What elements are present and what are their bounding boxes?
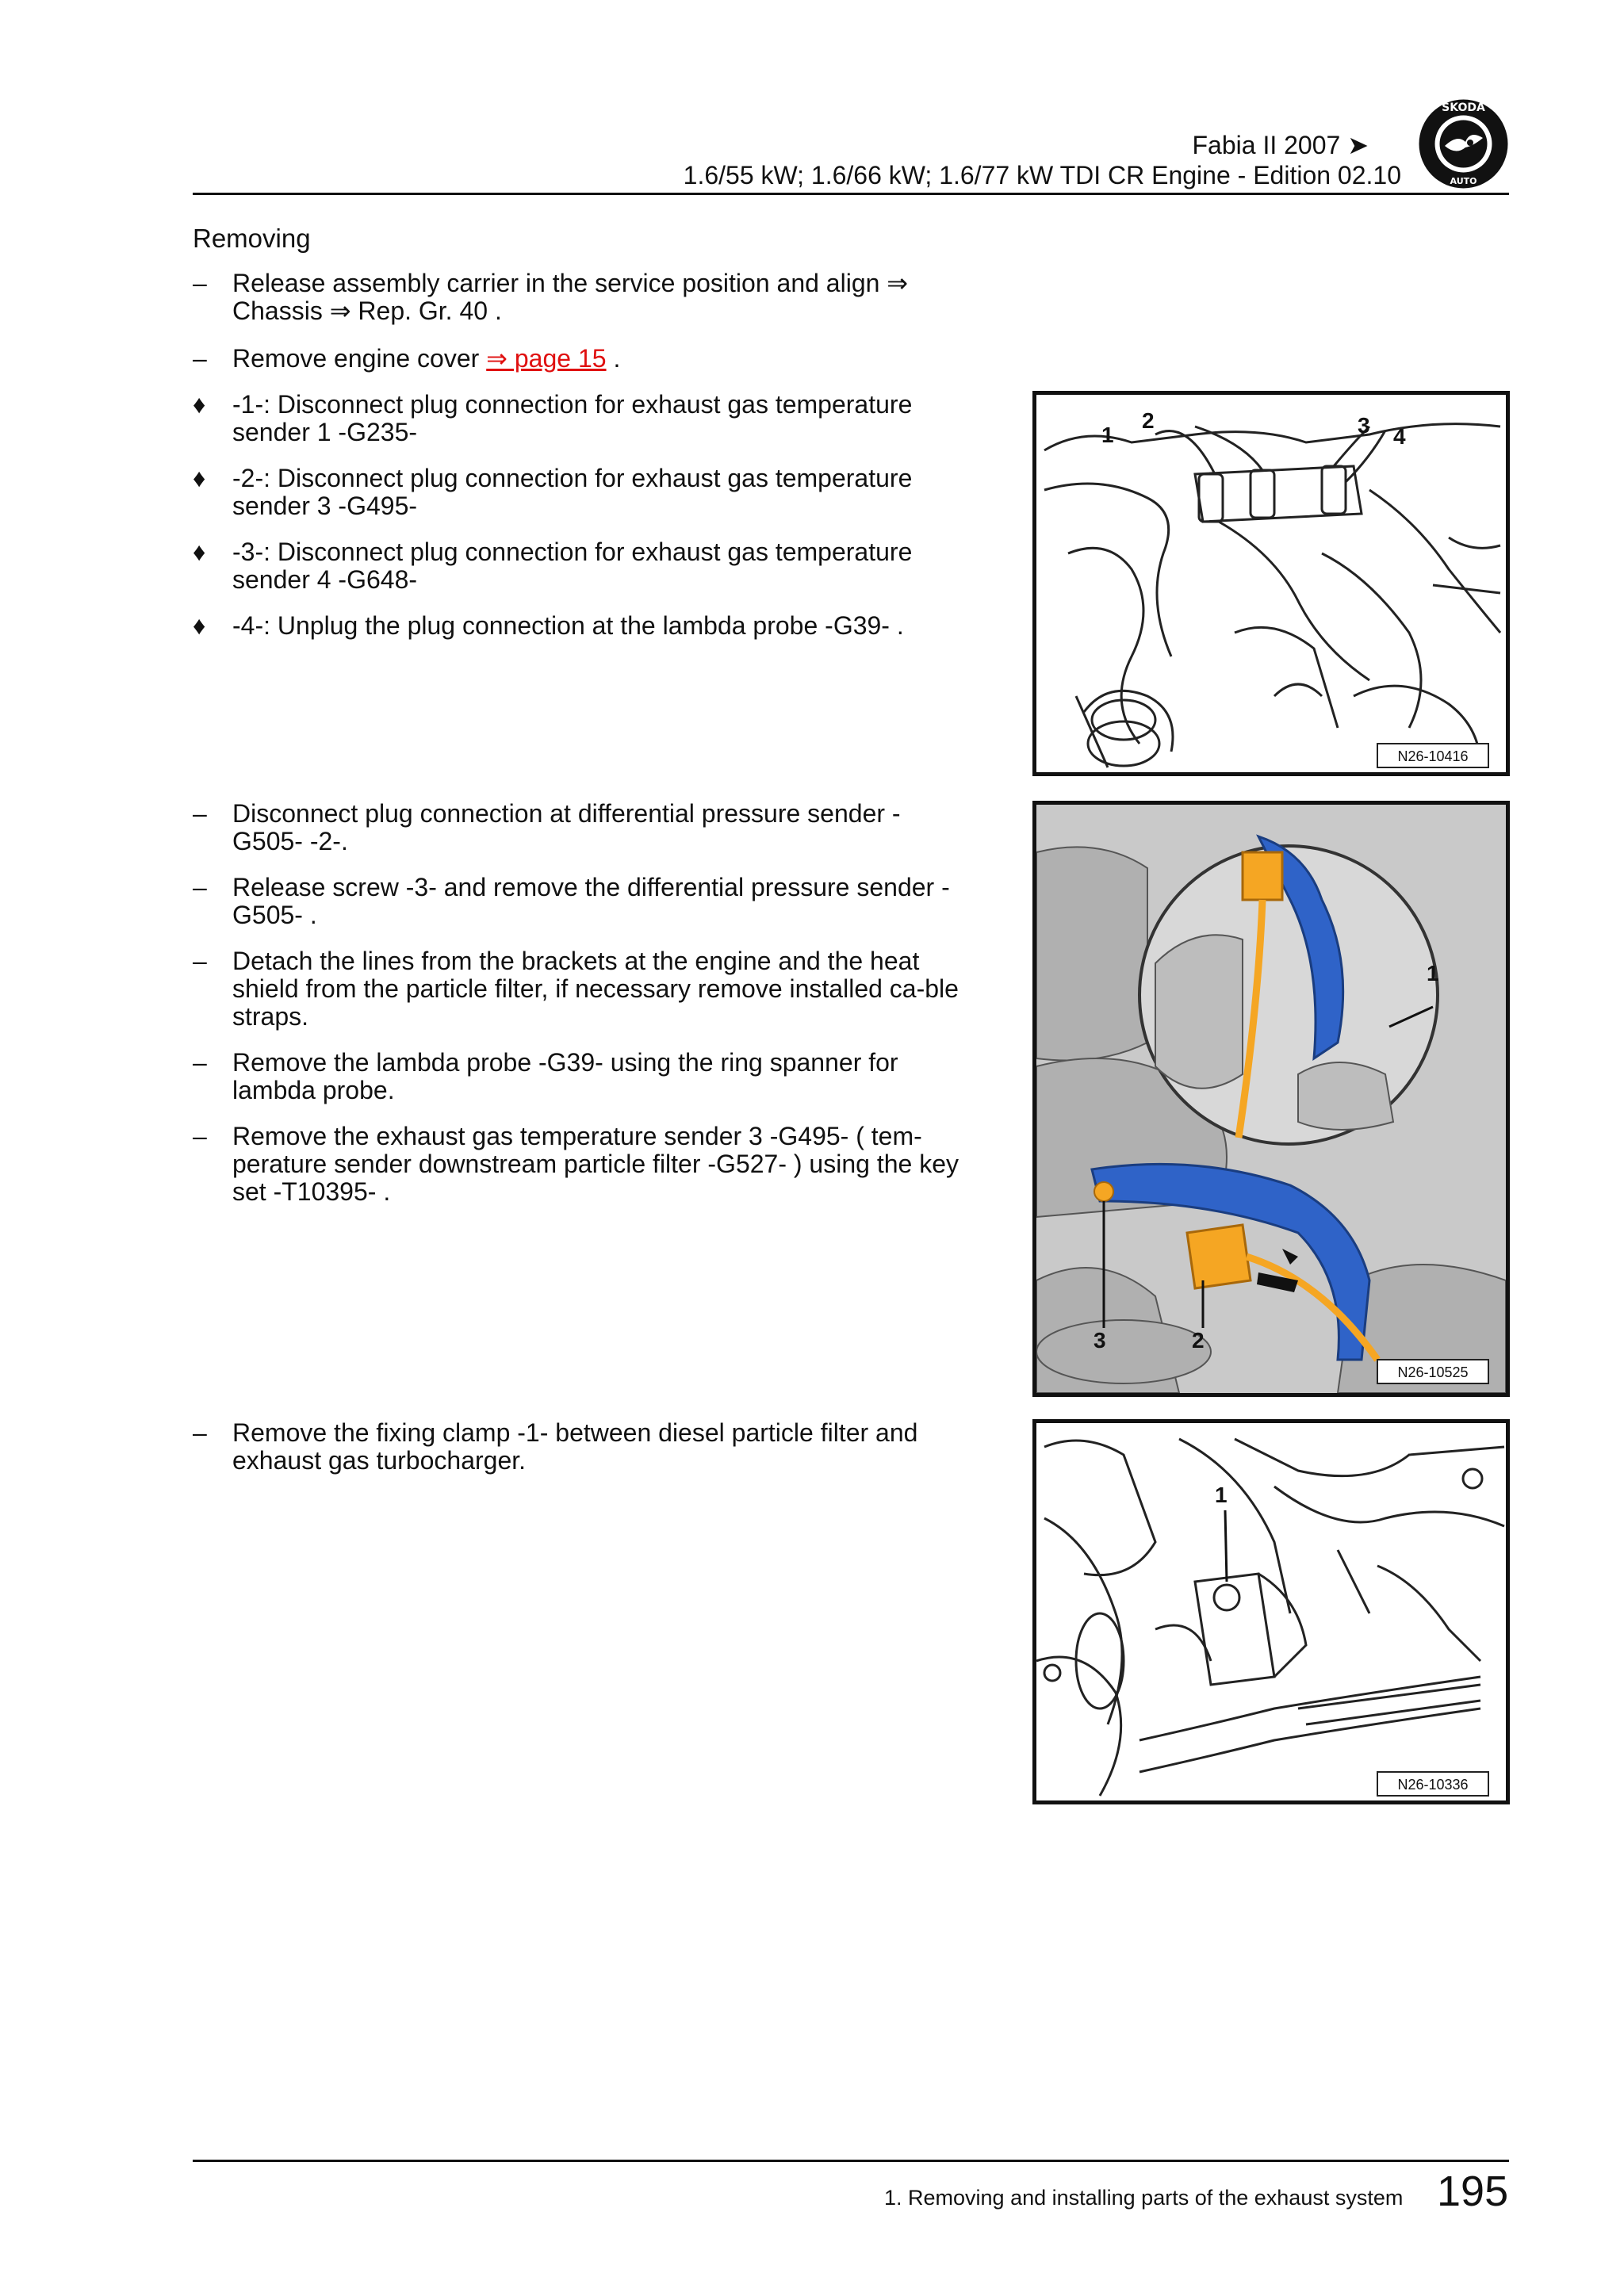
header-model: Fabia II 2007 ➤ xyxy=(1192,131,1369,159)
footer-chapter: 1. Removing and installing parts of the exhaust system xyxy=(884,2186,1404,2210)
logo-text-top: SKODA xyxy=(1442,101,1485,114)
step-item xyxy=(193,1419,970,1475)
step-item xyxy=(193,1049,970,1104)
figure-code: N26-10416 xyxy=(1397,748,1469,764)
bullet-item xyxy=(193,391,970,446)
header-rule xyxy=(193,193,1509,195)
diamond-icon: ♦ xyxy=(193,611,206,640)
step-dash: – xyxy=(193,1122,207,1150)
bullet-text: -4-: Unplug the plug connection at the lambda probe -G39- . xyxy=(232,611,904,640)
step-dash: – xyxy=(193,1048,207,1077)
header-engine: 1.6/55 kW; 1.6/66 kW; 1.6/77 kW TDI CR Engine - Edition 02.10 xyxy=(683,161,1401,189)
bullet-item xyxy=(193,538,970,594)
callout-4: 4 xyxy=(1393,424,1406,449)
step-dash: – xyxy=(193,269,207,297)
callout-1: 1 xyxy=(1427,961,1439,985)
step-item xyxy=(193,800,970,855)
figure-plug-connections xyxy=(1032,391,1510,776)
callout-3: 3 xyxy=(1094,1328,1106,1353)
step-dash: – xyxy=(193,873,207,901)
step-dash: – xyxy=(193,344,207,373)
bullet-text: -1-: Disconnect plug connection for exhaust gas temperature sender 1 -G235- xyxy=(232,390,913,446)
step-text: Remove the lambda probe -G39- using the ring spanner for lambda probe. xyxy=(232,1048,898,1104)
step-text: Release screw -3- and remove the differential pressure sender -G505- . xyxy=(232,873,950,929)
bullet-item xyxy=(193,465,970,520)
step-item xyxy=(193,947,970,1031)
engine-color-illustration xyxy=(1036,805,1506,1393)
diamond-icon: ♦ xyxy=(193,390,206,419)
step-dash: – xyxy=(193,947,207,975)
step-text: Remove the exhaust gas temperature sender 3 -G495- ( tem-perature sender downstream particle filter -G527- ) using the key set -T10395- . xyxy=(232,1122,959,1206)
logo-text-bottom: AUTO xyxy=(1450,176,1477,186)
page-link[interactable]: ⇒ page 15 xyxy=(486,344,607,373)
figure-code: N26-10525 xyxy=(1397,1364,1469,1380)
step-text-end: . xyxy=(606,344,621,373)
section-title: Removing xyxy=(193,224,311,253)
engine-line-drawing xyxy=(1036,395,1506,772)
step-dash: – xyxy=(193,799,207,828)
page-number: 195 xyxy=(1437,2168,1509,2215)
callout-1: 1 xyxy=(1215,1483,1228,1507)
figure-code: N26-10336 xyxy=(1397,1777,1469,1793)
step-align-carrier xyxy=(193,270,970,325)
step-item xyxy=(193,874,970,929)
figure-fixing-clamp xyxy=(1032,1419,1510,1804)
skoda-logo-icon xyxy=(1418,98,1509,189)
step-dash: – xyxy=(193,1418,207,1447)
footer-rule xyxy=(193,2160,1509,2162)
step-remove-cover xyxy=(193,345,970,373)
bullet-text: -2-: Disconnect plug connection for exhaust gas temperature sender 3 -G495- xyxy=(232,464,913,520)
step-text: Remove the fixing clamp -1- between diesel particle filter and exhaust gas turbocharger. xyxy=(232,1418,918,1475)
diamond-icon: ♦ xyxy=(193,538,206,566)
step-text: Disconnect plug connection at differential pressure sender -G505- -2-. xyxy=(232,799,901,855)
step-text: Remove engine cover xyxy=(232,344,487,373)
step-text: Detach the lines from the brackets at the engine and the heat shield from the particle filter, if necessary remove installed ca-ble straps. xyxy=(232,947,959,1031)
bullet-item xyxy=(193,612,970,640)
callout-2: 2 xyxy=(1192,1328,1205,1353)
diamond-icon: ♦ xyxy=(193,464,206,492)
figure-pressure-sender xyxy=(1032,801,1510,1397)
callout-3: 3 xyxy=(1358,413,1370,438)
callout-2: 2 xyxy=(1142,408,1155,433)
step-item xyxy=(193,1123,970,1206)
step-text: Release assembly carrier in the service position and align ⇒ Chassis ⇒ Rep. Gr. 40 . xyxy=(232,269,909,325)
callout-1: 1 xyxy=(1101,423,1114,447)
bullet-text: -3-: Disconnect plug connection for exhaust gas temperature sender 4 -G648- xyxy=(232,538,913,594)
